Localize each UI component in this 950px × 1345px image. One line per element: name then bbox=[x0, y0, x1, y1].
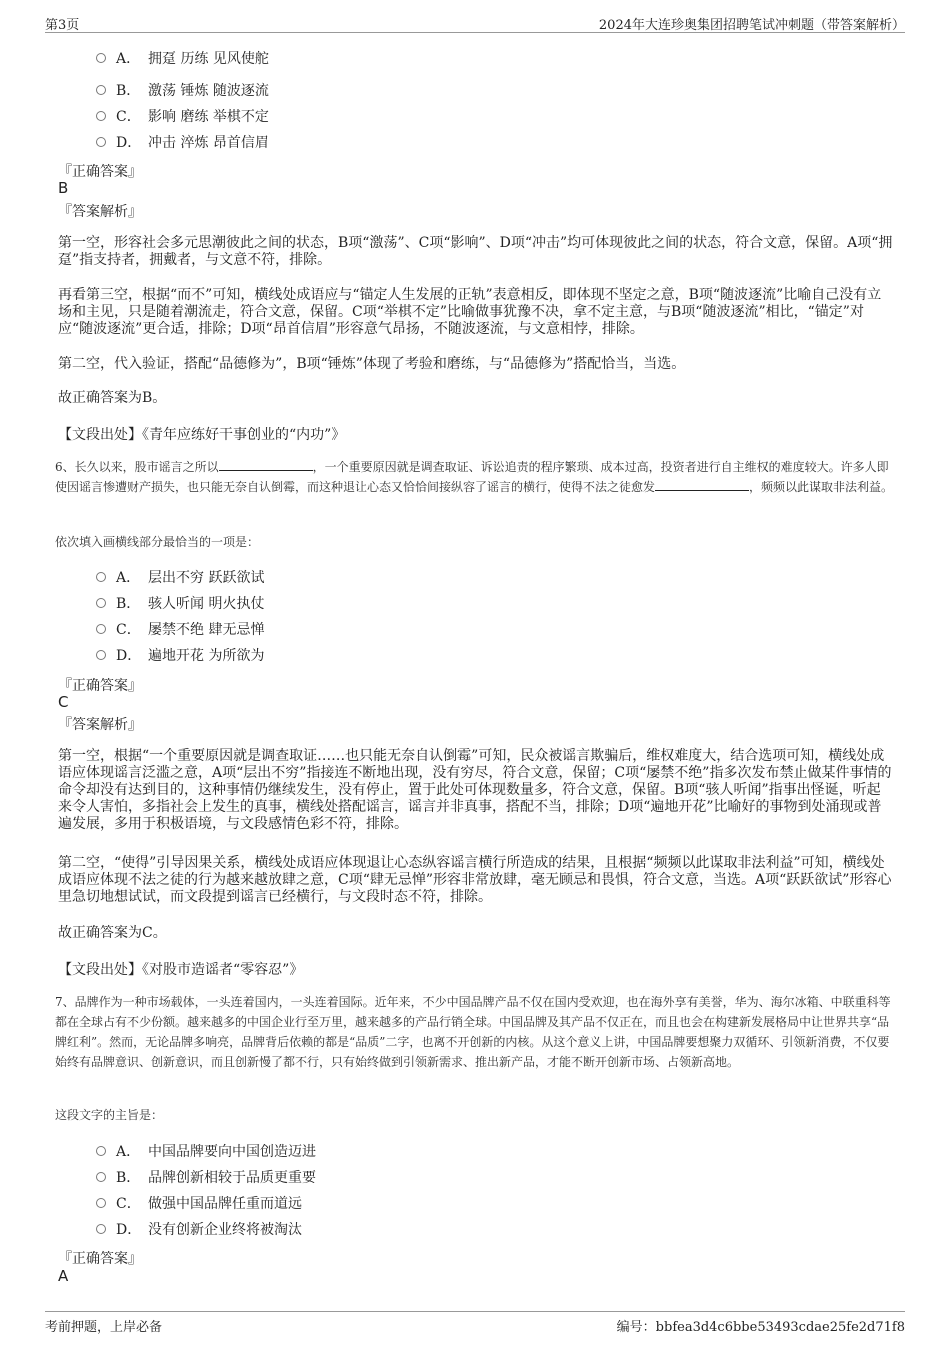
radio-icon[interactable] bbox=[96, 1198, 106, 1208]
radio-icon[interactable] bbox=[96, 137, 106, 147]
radio-icon[interactable] bbox=[96, 1146, 106, 1156]
radio-icon[interactable] bbox=[96, 111, 106, 121]
q6-conclusion: 故正确答案为C。 bbox=[58, 925, 167, 941]
q7-option-c[interactable]: C． 做强中国品牌任重而道远 bbox=[96, 1192, 302, 1214]
q7-option-d[interactable]: D． 没有创新企业终将被淘汰 bbox=[96, 1218, 302, 1240]
q5-analysis-paragraph: 第二空，代入验证，搭配“品德修为”，B项“锤炼”体现了考验和磨练，与“品德修为”搭配恰当，当选。 bbox=[58, 356, 686, 372]
fill-blank bbox=[655, 478, 749, 491]
q6-source: 【文段出处】《对股市造谣者“零容忍”》 bbox=[58, 962, 304, 978]
q5-option-a[interactable]: A． 拥趸 历练 见风使舵 bbox=[96, 47, 269, 69]
q7-option-a[interactable]: A． 中国品牌要向中国创造迈进 bbox=[96, 1140, 316, 1162]
radio-icon[interactable] bbox=[96, 85, 106, 95]
q6-analysis-paragraph: 第二空，“使得”引导因果关系，横线处成语应体现退让心态纵容谣言横行所造成的结果，且根据“频频以此谋取非法利益”可知，横线处成语应体现不法之徒的行为越来越放肆之意，C项“肆无忌惮”形容非常放肆，毫无顾忌和畏惧，符合文意，当选。A项“跃跃欲试”形容心里急切地想试试，而文段提到谣言已经横行，与文段时态不符，排除。 bbox=[58, 855, 892, 905]
q5-option-b[interactable]: B． 激荡 锤炼 随波逐流 bbox=[96, 79, 269, 101]
fill-blank bbox=[219, 458, 313, 471]
q6-answer: C bbox=[58, 693, 69, 711]
q6-option-a[interactable]: A． 层出不穷 跃跃欲试 bbox=[96, 566, 264, 588]
radio-icon[interactable] bbox=[96, 650, 106, 660]
page-footer bbox=[45, 1311, 905, 1338]
q5-answer-label: 『正确答案』 bbox=[58, 164, 142, 180]
q6-analysis-paragraph: 第一空，根据“一个重要原因就是调查取证……也只能无奈自认倒霉”可知，民众被谣言欺骗后，维权难度大，结合选项可知，横线处成语应体现谣言泛滥之意，A项“层出不穷”指接连不断地出现，没有穷尽，符合文意，保留；C项“屡禁不绝”指多次发布禁止做某件事情的命令却没有达到目的，这种事情仍继续发生，没有停止，置于此处可体现数量多，符合文意，保留。B项“骇人听闻”指事出怪诞，听起来令人害怕，多指社会上发生的真事，横线处搭配谣言，谣言并非真事，搭配不当，排除；D项“遍地开花”比喻好的事物到处涌现或普遍发展，多用于积极语境，与文段感情色彩不符，排除。 bbox=[58, 748, 892, 832]
q6-option-b[interactable]: B． 骇人听闻 明火执仗 bbox=[96, 592, 264, 614]
q5-analysis-paragraph: 第一空，形容社会多元思潮彼此之间的状态，B项“激荡”、C项“影响”、D项“冲击”均可体现彼此之间的状态，符合文意，保留。A项“拥趸”指支持者，拥戴者，与文意不符，排除。 bbox=[58, 235, 893, 268]
radio-icon[interactable] bbox=[96, 1172, 106, 1182]
page-header bbox=[45, 10, 905, 33]
radio-icon[interactable] bbox=[96, 53, 106, 63]
q5-conclusion: 故正确答案为B。 bbox=[58, 390, 167, 406]
q5-option-d[interactable]: D． 冲击 淬炼 昂首信眉 bbox=[96, 131, 269, 153]
radio-icon[interactable] bbox=[96, 1224, 106, 1234]
q7-option-b[interactable]: B． 品牌创新相较于品质更重要 bbox=[96, 1166, 316, 1188]
radio-icon[interactable] bbox=[96, 624, 106, 634]
q6-option-c[interactable]: C． 屡禁不绝 肆无忌惮 bbox=[96, 618, 264, 640]
document-title: 2024年大连珍奥集团招聘笔试冲刺题（带答案解析） bbox=[598, 18, 905, 33]
q5-option-c[interactable]: C． 影响 磨练 举棋不定 bbox=[96, 105, 269, 127]
q6-prompt: 依次填入画横线部分最恰当的一项是： bbox=[55, 535, 260, 549]
q6-option-d[interactable]: D． 遍地开花 为所欲为 bbox=[96, 644, 264, 666]
radio-icon[interactable] bbox=[96, 572, 106, 582]
q6-stem: 6、长久以来，股市谣言之所以 ，一个重要原因就是调查取证、诉讼追责的程序繁琐、成本过高，投资者进行自主维权的难度较大。许多人即使因谣言惨遭财产损失，也只能无奈自认倒霉，而这种退让心态又恰恰间接纵容了谣言的横行，使得不法之徒愈发 ，频频以此谋取非法利益。 bbox=[55, 460, 894, 494]
radio-icon[interactable] bbox=[96, 598, 106, 608]
document-id: 编号：bbfea3d4c6bbe53493cdae25fe2d71f8 bbox=[616, 1320, 905, 1335]
q7-stem: 7、品牌作为一种市场载体，一头连着国内，一头连着国际。近年来，不少中国品牌产品不仅在国内受欢迎，也在海外享有美誉，华为、海尔冰箱、中联重科等都在全球占有不少份额。越来越多的中国企业行至万里，越来越多的产品行销全球。中国品牌及其产品不仅正在，而且也会在构建新发展格局中让世界共享“品牌红利”。然而，无论品牌多响亮，品牌背后依赖的都是“品质”二字，也离不开创新的内核。从这个意义上讲，中国品牌要想聚力双循环、引领新消费，不仅要始终有品牌意识、创新意识，而且创新慢了都不行，只有始终做到引领新需求、推出新产品，才能不断开创新市场、占领新高地。 bbox=[55, 995, 891, 1069]
footer-slogan: 考前押题，上岸必备 bbox=[45, 1320, 163, 1335]
q7-answer: A bbox=[58, 1267, 69, 1285]
q6-analysis-label: 『答案解析』 bbox=[58, 717, 142, 733]
q6-answer-label: 『正确答案』 bbox=[58, 678, 142, 694]
q7-answer-label: 『正确答案』 bbox=[58, 1251, 142, 1267]
q5-answer: B bbox=[58, 179, 69, 197]
q5-source: 【文段出处】《青年应练好干事创业的“内功”》 bbox=[58, 427, 346, 443]
q7-prompt: 这段文字的主旨是： bbox=[55, 1108, 164, 1122]
q5-analysis-label: 『答案解析』 bbox=[58, 204, 142, 220]
q5-analysis-paragraph: 再看第三空，根据“而不”可知，横线处成语应与“锚定人生发展的正轨”表意相反，即体现不坚定之意，B项“随波逐流”比喻自己没有立场和主见，只是随着潮流走，符合文意，保留。C项“举棋不定”比喻做事犹豫不决，拿不定主意，与B项“随波逐流”相比，“锚定”对应“随波逐流”更合适，排除；D项“昂首信眉”形容意气昂扬，不随波逐流，与文意相悖，排除。 bbox=[58, 287, 882, 337]
page-number: 第3页 bbox=[45, 18, 80, 33]
